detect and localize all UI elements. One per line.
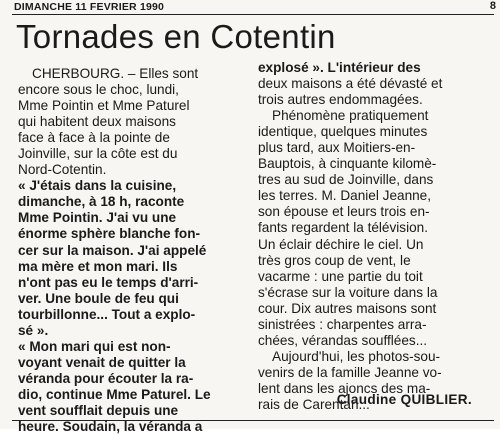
top-rule [12,14,494,15]
text-line: qui habitent deux maisons [18,114,176,130]
text-line: ma mère et mon mari. Ils [18,258,178,274]
text-line: n'ont pas eu le temps d'arri- [18,274,199,290]
text-line: explosé ». L'intérieur des [258,60,421,75]
bottom-rule [12,420,494,421]
text-line: Aujourd'hui, les photos-sou- [272,348,441,364]
text-line: Phénomène pratiquement [272,108,429,124]
text-line: Mme Pointin et Mme Paturel [18,98,190,114]
text-line: Nord-Cotentin. [18,162,107,178]
text-line: deux maisons a été dévasté et [258,76,443,92]
text-line: Mme Pointin. J'ai vu une [18,210,177,226]
text-line: cer sur la maison. J'ai appelé [18,242,207,258]
text-line: sinistrées : charpentes arra- [258,316,427,332]
text-line: « Mon mari qui est non- [18,338,171,354]
text-line: ver. Une boule de feu qui [18,290,179,306]
text-line: face à face à la pointe de [18,130,170,146]
text-line: lent dans les ajoncs des ma- [258,380,431,396]
lead-paragraph [18,66,242,178]
dateline: DIMANCHE 11 FEVRIER 1990 [14,1,165,13]
article-headline: Tornades en Cotentin [16,18,336,55]
text-line: heure. Soudain, la véranda a [18,419,203,435]
text-line: tres au sud de Joinville, dans [258,172,434,188]
text-line: très gros coup de vent, le [258,252,411,268]
continued-quote [258,60,488,108]
text-line: Un éclair déchire le ciel. Un [258,236,424,252]
text-line: son épouse et leurs trois en- [258,204,430,220]
text-line: vacarme : une partie du toit [258,268,423,284]
text-line: identique, quelques minutes [258,124,428,140]
left-column [18,66,242,435]
text-line: encore sous le choc, lundi, [18,82,179,98]
text-line: rais de Carentan... [258,396,370,412]
text-line: chées, vérandas soufflées... [258,332,428,348]
text-line: fants regardent la télévision. [258,220,429,236]
text-line: dimanche, à 18 h, raconte [18,194,185,210]
body-paragraph-moitiers [258,108,488,349]
text-line: tourbillonne... Tout a explo- [18,306,196,322]
text-line: venirs de la famille Jeanne vo- [258,364,442,380]
text-line: trois autres endommagées. [258,92,423,108]
text-line: dio, continue Mme Paturel. Le [18,386,211,402]
text-line: vent soufflait depuis une [18,402,179,418]
page-number: 8 [489,0,496,12]
text-line: voyant venait de quitter la [18,354,186,370]
text-line: véranda pour écouter la ra- [18,370,194,386]
text-line: les terres. M. Daniel Jeanne, [258,188,432,204]
text-line: « J'étais dans la cuisine, [18,178,177,194]
byline: Claudine QUIBLIER. [336,392,472,407]
text-line: Bauptois, à cinquante kilomè- [258,156,437,172]
quote-paragraph-pointin [18,178,242,338]
text-line: sé ». [18,322,49,338]
text-line: Joinville, sur la côte est du [18,146,178,162]
text-line: énorme sphère blanche fon- [18,226,201,242]
text-line: s'écrase sur la voiture dans la [258,284,438,300]
text-line: plus tard, aux Moitiers-en- [258,140,416,156]
text-line: CHERBOURG. – Elles sont [32,66,199,81]
text-line: cour. Dix autres maisons sont [258,300,437,316]
right-column [258,60,488,413]
